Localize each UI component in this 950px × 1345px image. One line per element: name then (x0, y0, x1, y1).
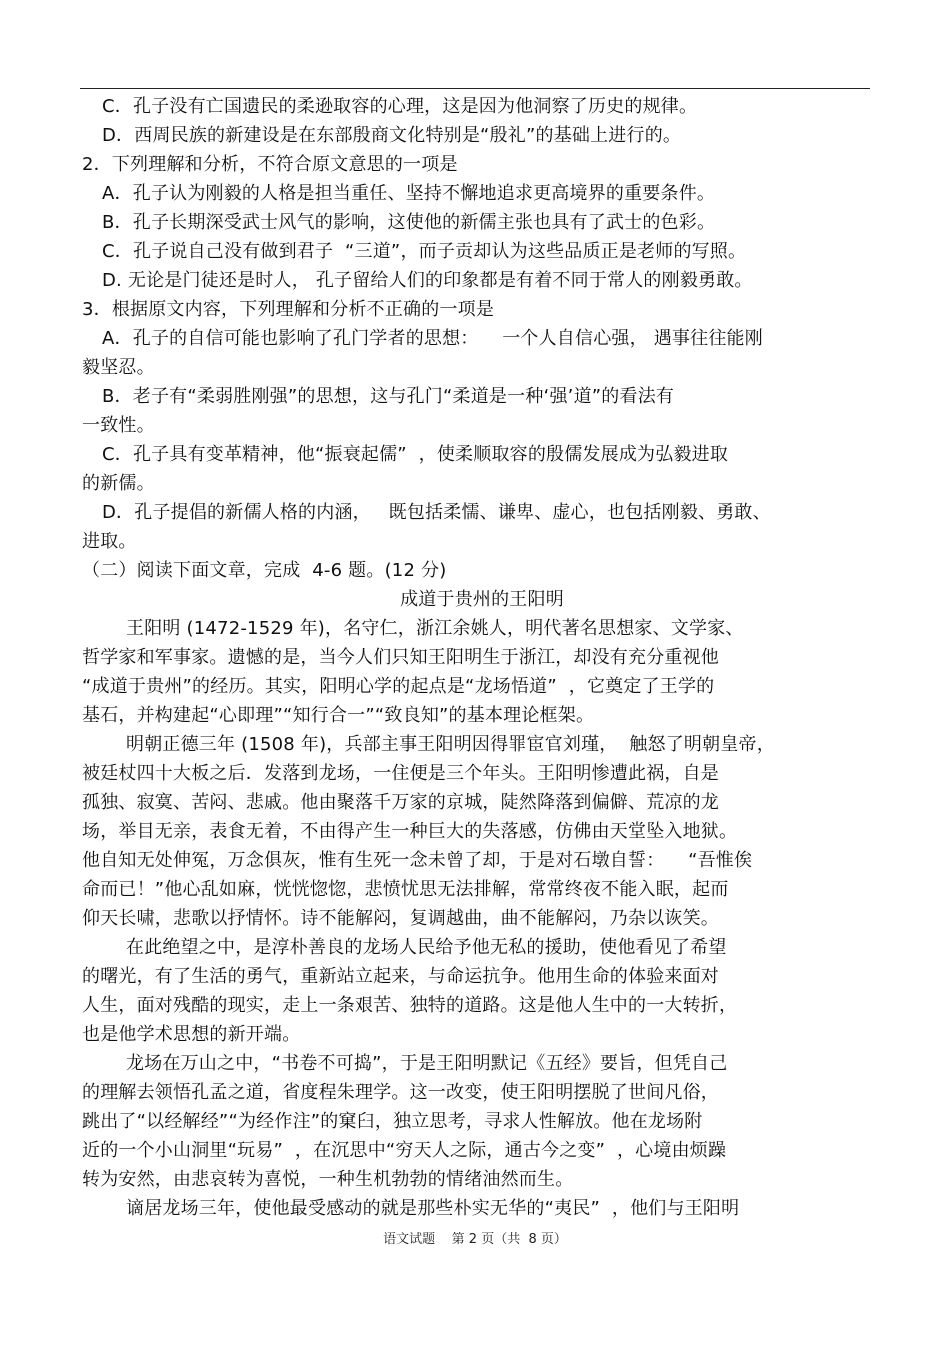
text-line: A．孔子认为刚毅的人格是担当重任、坚持不懈地追求更高境界的重要条件。 (102, 183, 716, 204)
text-line: 跳出了“以经解经”“为经作注”的窠臼，独立思考，寻求人性解放。他在龙场附 (82, 1111, 703, 1132)
text-line: 命而已！”他心乱如麻，恍恍惚惚，悲愤忧思无法排解，常常终夜不能入眠，起而 (82, 879, 729, 900)
text-line: 仰天长啸，悲歌以抒情怀。诗不能解闷，复调越曲，曲不能解闷，乃杂以诙笑。 (82, 908, 719, 929)
text-line: 基石，并构建起“心即理”“知行合一”“致良知”的基本理论框架。 (82, 705, 595, 726)
page-body (82, 92, 872, 1223)
text-line: C．孔子说自己没有做到君子 “三道”，而子贡却认为这些品质正是老师的写照。 (102, 241, 747, 262)
text-line: B．孔子长期深受武士风气的影响，这使他的新儒主张也具有了武士的色彩。 (102, 212, 716, 233)
text-line: 场，举目无亲，表食无着，不由得产生一种巨大的失落感，仿佛由天堂坠入地狱。 (82, 821, 738, 842)
text-line: A．孔子的自信可能也影响了孔门学者的思想： 一个人自信心强， 遇事往往能刚 (102, 328, 763, 349)
text-line: 的理解去领悟孔孟之道，省度程朱理学。这一改变，使王阳明摆脱了世间凡俗， (82, 1082, 719, 1103)
text-line: B．老子有“柔弱胜刚强”的思想，这与孔门“柔道是一种‘强’道”的看法有 (102, 386, 675, 407)
text-line: 2．下列理解和分析，不符合原文意思的一项是 (82, 154, 458, 175)
text-line: 也是他学术思想的新开端。 (82, 1024, 301, 1045)
text-line: 在此绝望之中，是淳朴善良的龙场人民给予他无私的援助，使他看见了希望 (126, 937, 727, 958)
text-line: 哲学家和军事家。遗憾的是，当今人们只知王阳明生于浙江，却没有充分重视他 (82, 647, 719, 668)
text-line: 明朝正德三年 (1508 年)，兵部主事王阳明因得罪宦官刘瑾， 触怒了明朝皇帝， (126, 734, 775, 755)
text-line: “成道于贵州”的经历。其实，阳明心学的起点是“龙场悟道” ，它奠定了王学的 (82, 676, 715, 697)
text-line: 进取。 (82, 531, 137, 552)
article-title: 成道于贵州的王阳明 (400, 589, 564, 610)
text-line: 的新儒。 (82, 473, 155, 494)
text-line: C．孔子没有亡国遗民的柔逊取容的心理，这是因为他洞察了历史的规律。 (102, 96, 698, 117)
text-line: 王阳明 (1472-1529 年)，名守仁，浙江余姚人，明代著名思想家、文学家、 (126, 618, 744, 639)
text-line: 一致性。 (82, 415, 155, 436)
text-line: 毅坚忍。 (82, 357, 155, 378)
text-line: 转为安然，由悲哀转为喜悦，一种生机勃勃的情绪油然而生。 (82, 1169, 574, 1190)
text-line: D．孔子提倡的新儒人格的内涵， 既包括柔懦、谦卑、虚心，也包括刚毅、勇敢、 (102, 502, 771, 523)
text-line: D. 无论是门徒还是时人， 孔子留给人们的印象都是有着不同于常人的刚毅勇敢。 (102, 270, 753, 291)
text-line: C．孔子具有变革精神，他“振衰起儒” ，使柔顺取容的殷儒发展成为弘毅进取 (102, 444, 729, 465)
header-rule (80, 88, 870, 89)
text-line: 近的一个小山洞里“玩易” ，在沉思中“穷天人之际，通古今之变” ，心境由烦躁 (82, 1140, 727, 1161)
text-line: 谪居龙场三年，使他最受感动的就是那些朴实无华的“夷民” ，他们与王阳明 (126, 1198, 740, 1219)
text-line: 被廷杖四十大板之后．发落到龙场，一住便是三个年头。王阳明惨遭此祸，自是 (82, 763, 719, 784)
text-line: 的曙光，有了生活的勇气，重新站立起来，与命运抗争。他用生命的体验来面对 (82, 966, 719, 987)
text-line: D．西周民族的新建设是在东部殷商文化特别是“殷礼”的基础上进行的。 (102, 125, 682, 146)
text-line: （二）阅读下面文章，完成 4-6 题。(12 分) (82, 560, 447, 581)
text-line: 龙场在万山之中，“书卷不可捣”，于是王阳明默记《五经》要旨，但凭自己 (126, 1053, 728, 1074)
text-line: 孤独、寂寞、苦闷、悲戚。他由聚落千万家的京城，陡然降落到偏僻、荒凉的龙 (82, 792, 719, 813)
text-line: 他自知无处伸冤，万念俱灰，惟有生死一念未曾了却，于是对石墩自誓： “吾惟俟 (82, 850, 753, 871)
text-line: 人生，面对残酷的现实，走上一条艰苦、独特的道路。这是他人生中的一大转折， (82, 995, 738, 1016)
text-line: 3．根据原文内容，下列理解和分析不正确的一项是 (82, 299, 495, 320)
page-footer: 语文试题 第 2 页（共 8 页） (383, 1232, 567, 1247)
